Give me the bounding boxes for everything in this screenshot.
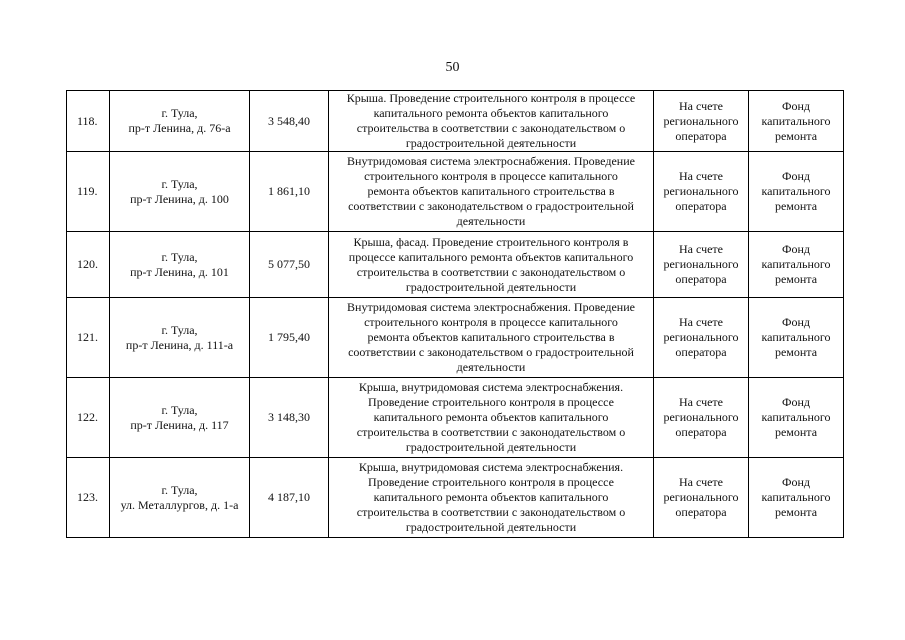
- address-cell: [110, 91, 250, 152]
- row-number: 122.: [67, 378, 110, 458]
- status-line: оператора: [675, 345, 727, 359]
- table-row: [67, 232, 844, 298]
- fund-line: Фонд: [781, 98, 810, 113]
- fund-line: капитального: [761, 330, 831, 344]
- status-line: оператора: [675, 505, 727, 519]
- status-line: регионального: [663, 113, 739, 128]
- fund-line: Фонд: [781, 169, 810, 183]
- fund-line: ремонта: [774, 345, 818, 359]
- amount-cell: 1 795,40: [250, 298, 329, 378]
- table-row: [67, 298, 844, 378]
- work-line: капитального ремонта объектов капитального: [373, 490, 609, 504]
- status-line: оператора: [675, 128, 727, 143]
- amount-cell: 3 148,30: [250, 378, 329, 458]
- address-cell: [110, 378, 250, 458]
- work-line: Крыша, внутридомовая система электроснабжения.: [358, 380, 624, 394]
- funding-source: [749, 152, 844, 232]
- funding-source: [749, 232, 844, 298]
- work-line: Внутридомовая система электроснабжения. Проведение: [347, 154, 635, 168]
- account-status: [654, 91, 749, 152]
- fund-line: капитального: [761, 184, 831, 198]
- work-line: строительства в соответствии с законодательством о: [356, 425, 626, 439]
- funding-source: [749, 91, 844, 152]
- address-cell: [110, 458, 250, 538]
- works-table: [66, 90, 844, 538]
- address-street: ул. Металлургов, д. 1-а: [120, 497, 239, 512]
- work-line: градостроительной деятельности: [405, 279, 577, 294]
- status-line: На счете: [678, 475, 723, 489]
- fund-line: капитального: [761, 257, 831, 271]
- table-row: [67, 458, 844, 538]
- table-row: [67, 152, 844, 232]
- work-line: Внутридомовая система электроснабжения. Проведение: [347, 300, 635, 314]
- fund-line: капитального: [761, 490, 831, 504]
- row-number: 119.: [67, 152, 110, 232]
- work-line: капитального ремонта объектов капитального: [373, 106, 609, 120]
- address-cell: [110, 298, 250, 378]
- work-line: строительного контроля в процессе капитального: [364, 315, 618, 329]
- work-line: строительства в соответствии с законодательством о: [356, 121, 626, 135]
- table-row: [67, 91, 844, 152]
- fund-line: Фонд: [781, 315, 810, 329]
- work-line: соответствии с законодательством о градостроительной: [348, 345, 634, 359]
- work-line: деятельности: [456, 214, 526, 228]
- status-line: На счете: [678, 315, 723, 329]
- address-city: г. Тула,: [161, 322, 198, 337]
- status-line: На счете: [678, 395, 723, 409]
- fund-line: капитального: [761, 113, 831, 128]
- status-line: оператора: [675, 425, 727, 439]
- work-line: соответствии с законодательством о градостроительной: [348, 199, 634, 213]
- work-line: строительного контроля в процессе капитального: [364, 169, 618, 183]
- account-status: [654, 298, 749, 378]
- work-line: Крыша, фасад. Проведение строительного контроля в: [353, 234, 629, 249]
- fund-line: ремонта: [774, 199, 818, 213]
- work-description: [329, 152, 654, 232]
- address-street: пр-т Ленина, д. 101: [130, 264, 229, 279]
- work-line: капитального ремонта объектов капитального: [373, 410, 609, 424]
- account-status: [654, 378, 749, 458]
- address-city: г. Тула,: [161, 482, 198, 497]
- amount-cell: 4 187,10: [250, 458, 329, 538]
- account-status: [654, 152, 749, 232]
- status-line: На счете: [678, 242, 723, 256]
- status-line: На счете: [678, 98, 723, 113]
- fund-line: ремонта: [774, 425, 818, 439]
- work-description: [329, 458, 654, 538]
- work-line: ремонта объектов капитального строительства в: [367, 184, 615, 198]
- status-line: регионального: [663, 410, 739, 424]
- work-line: Проведение строительного контроля в процессе: [368, 475, 614, 489]
- work-description: [329, 378, 654, 458]
- address-cell: [110, 232, 250, 298]
- work-line: градостроительной деятельности: [405, 440, 577, 454]
- work-line: градостроительной деятельности: [405, 136, 577, 150]
- address-city: г. Тула,: [161, 176, 198, 191]
- work-description: [329, 298, 654, 378]
- work-description: [329, 91, 654, 152]
- status-line: регионального: [663, 490, 739, 504]
- work-line: деятельности: [456, 360, 526, 374]
- row-number: 121.: [67, 298, 110, 378]
- amount-cell: 3 548,40: [250, 91, 329, 152]
- address-cell: [110, 152, 250, 232]
- row-number: 123.: [67, 458, 110, 538]
- address-street: пр-т Ленина, д. 76-а: [128, 121, 231, 135]
- row-number: 118.: [67, 91, 110, 152]
- address-street: пр-т Ленина, д. 111-а: [125, 337, 234, 352]
- status-line: регионального: [663, 330, 739, 344]
- account-status: [654, 458, 749, 538]
- status-line: На счете: [678, 169, 723, 183]
- fund-line: Фонд: [781, 475, 810, 489]
- status-line: оператора: [675, 272, 727, 286]
- fund-line: ремонта: [774, 272, 818, 286]
- work-line: Крыша, внутридомовая система электроснабжения.: [358, 460, 624, 474]
- page-number: 50: [445, 60, 460, 75]
- address-city: г. Тула,: [161, 106, 198, 120]
- funding-source: [749, 378, 844, 458]
- amount-cell: 1 861,10: [250, 152, 329, 232]
- work-line: Крыша. Проведение строительного контроля в процессе: [346, 91, 636, 105]
- address-street: пр-т Ленина, д. 117: [130, 417, 229, 432]
- row-number: 120.: [67, 232, 110, 298]
- work-line: Проведение строительного контроля в процессе: [368, 395, 614, 409]
- work-description: [329, 232, 654, 298]
- fund-line: Фонд: [781, 395, 810, 409]
- fund-line: Фонд: [781, 242, 810, 256]
- fund-line: капитального: [761, 410, 831, 424]
- work-line: градостроительной деятельности: [405, 520, 577, 534]
- funding-source: [749, 298, 844, 378]
- status-line: регионального: [663, 257, 739, 271]
- address-city: г. Тула,: [161, 249, 198, 264]
- fund-line: ремонта: [774, 505, 818, 519]
- status-line: регионального: [663, 184, 739, 198]
- work-line: строительства в соответствии с законодательством о: [356, 505, 626, 519]
- work-line: процессе капитального ремонта объектов капитального: [348, 249, 634, 264]
- work-line: строительства в соответствии с законодательством о: [356, 264, 626, 279]
- funding-source: [749, 458, 844, 538]
- fund-line: ремонта: [774, 128, 818, 143]
- address-street: пр-т Ленина, д. 100: [130, 191, 229, 206]
- table-row: [67, 378, 844, 458]
- amount-cell: 5 077,50: [250, 232, 329, 298]
- status-line: оператора: [675, 199, 727, 213]
- address-city: г. Тула,: [161, 402, 198, 417]
- work-line: ремонта объектов капитального строительства в: [367, 330, 615, 344]
- account-status: [654, 232, 749, 298]
